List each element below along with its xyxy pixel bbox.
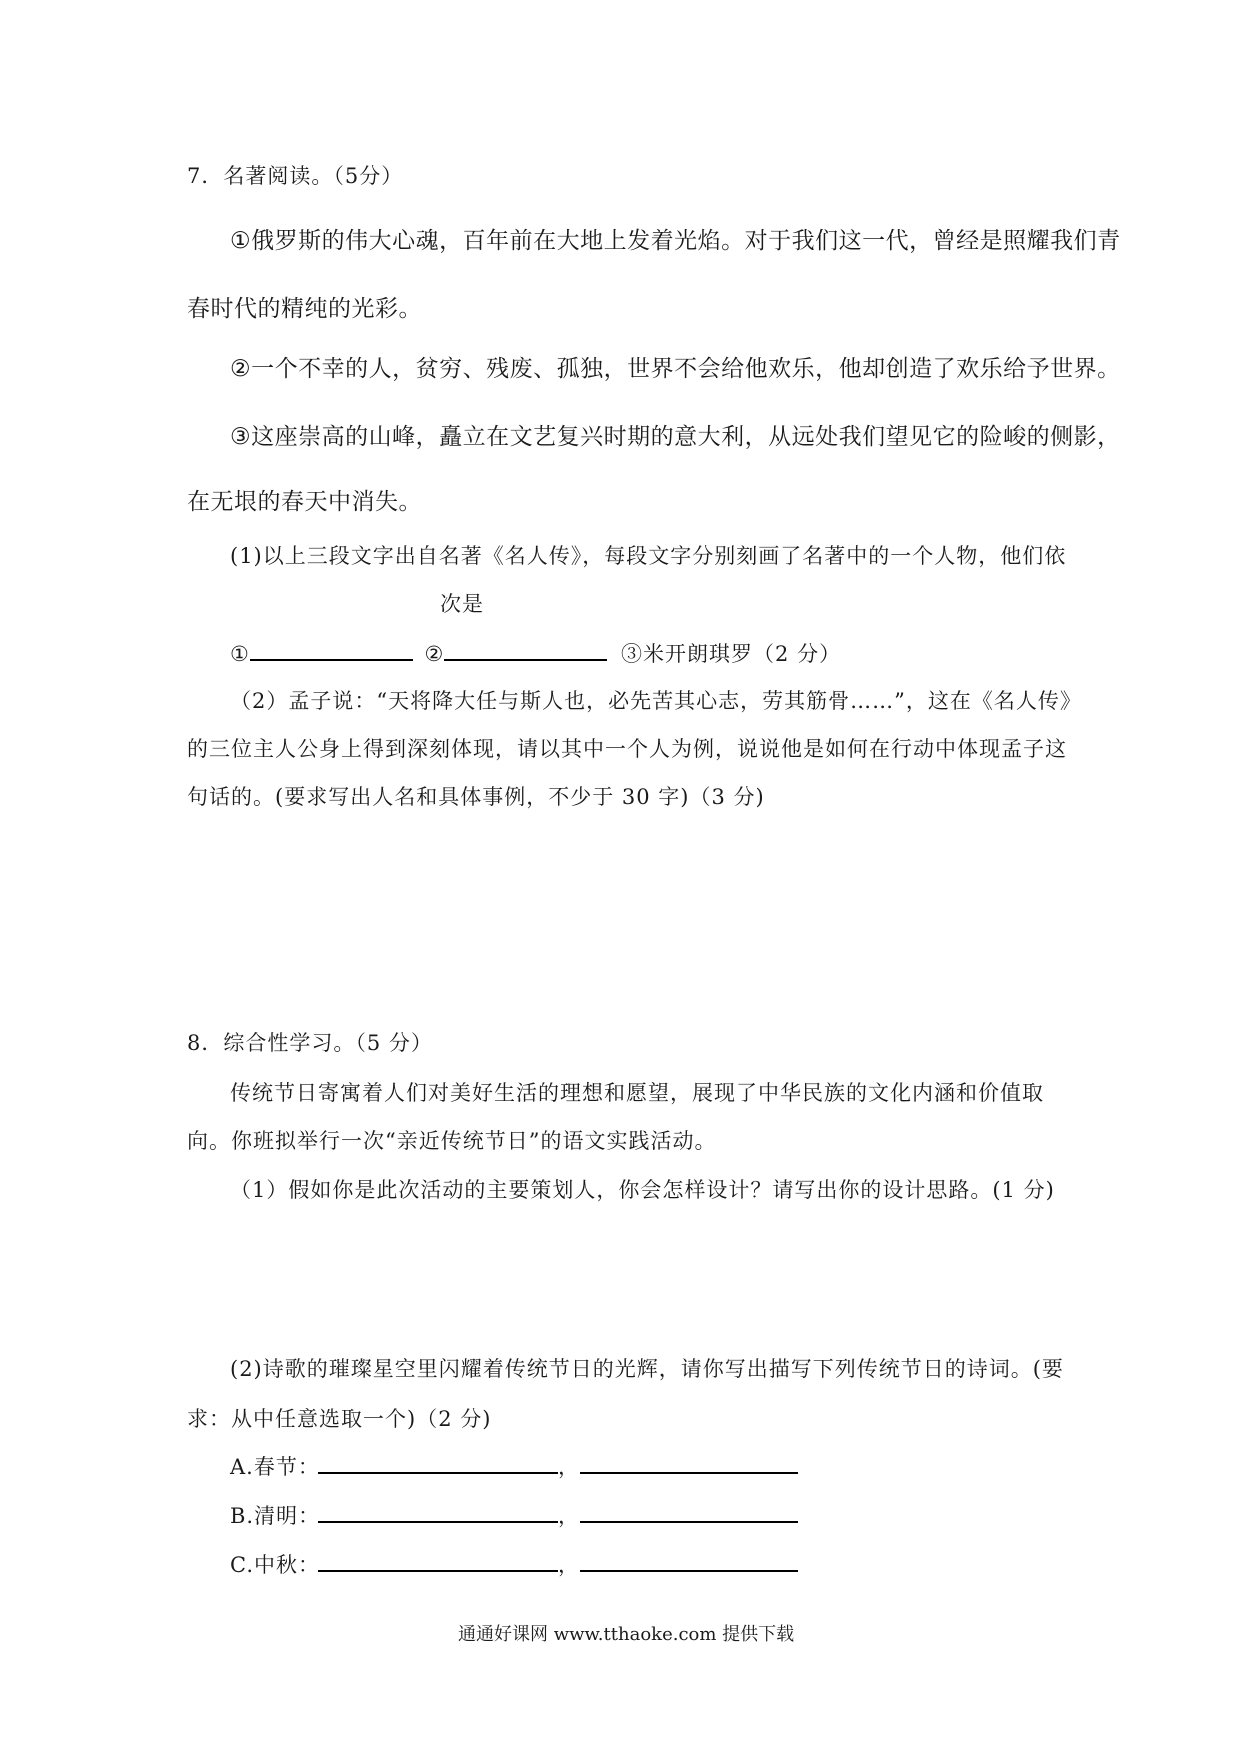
option-b-blank-2[interactable] [580,1503,798,1523]
q7-para2: ②一个不幸的人，贫穷、残废、孤独，世界不会给他欢乐，他却创造了欢乐给予世界。 [230,356,1121,382]
option-c-blank-1[interactable] [318,1552,558,1572]
q8-intro-line1: 传统节日寄寓着人们对美好生活的理想和愿望，展现了中华民族的文化内涵和价值取 [230,1081,1044,1105]
answer-blank-1[interactable] [250,641,413,661]
option-a-blank-1[interactable] [318,1454,558,1474]
q8-sub2-line2: 求：从中任意选取一个)（2 分) [187,1407,492,1431]
option-c-blank-2[interactable] [580,1552,798,1572]
q7-para1-line1: ①俄罗斯的伟大心魂，百年前在大地上发着光焰。对于我们这一代，曾经是照耀我们青 [230,228,1121,254]
q7-sub2-line3: 句话的。(要求写出人名和具体事例，不少于 30 字)（3 分) [187,785,765,809]
q7-sub1-line2: 次是 [440,592,484,616]
option-a-blank-2[interactable] [580,1454,798,1474]
option-b [230,1500,798,1530]
q7-sub2-line2: 的三位主人公身上得到深刻体现，请以其中一个人为例，说说他是如何在行动中体现孟子这 [187,737,1067,761]
q8-sub1-answer-area[interactable] [187,1212,1057,1332]
q8-intro-line2: 向。你班拟举行一次“亲近传统节日”的语文实践活动。 [187,1129,717,1153]
q7-sub1-line1: (1)以上三段文字出自名著《名人传》，每段文字分别刻画了名著中的一个人物，他们依 [230,544,1067,568]
option-a-label: A.春节： [230,1455,320,1479]
page-footer: 通通好课网 www.tthaoke.com 提供下载 [458,1624,795,1645]
answer-label-1: ① [230,642,250,666]
q8-sub2-line1: (2)诗歌的璀璨星空里闪耀着传统节日的光辉，请你写出描写下列传统节日的诗词。(要 [230,1357,1064,1381]
answer-label-2: ② [424,642,445,666]
option-c-label: C.中秋： [230,1553,320,1577]
option-b-blank-1[interactable] [318,1503,558,1523]
comma: ， [558,1455,580,1479]
q7-sub2-line1: （2）孟子说：“天将降大任与斯人也，必先苦其心志，劳其筋骨……”，这在《名人传》 [230,689,1082,713]
comma: ， [558,1504,580,1528]
q7-title: 7．名著阅读。（5分） [187,164,404,188]
comma: ， [558,1553,580,1577]
option-c [230,1549,798,1579]
q7-answer-area[interactable] [187,820,1057,990]
q8-sub1: （1）假如你是此次活动的主要策划人，你会怎样设计？请写出你的设计思路。(1 分) [230,1178,1055,1202]
option-a [230,1451,798,1481]
q7-para1-line2: 春时代的精纯的光彩。 [187,296,422,322]
answer-blank-2[interactable] [444,641,607,661]
q8-title: 8．综合性学习。（5 分） [187,1031,433,1055]
option-b-label: B.清明： [230,1504,321,1528]
q7-para3-line2: 在无垠的春天中消失。 [187,489,422,515]
answer-given-3: ③米开朗琪罗（2 分） [621,642,842,666]
q7-para3-line1: ③这座崇高的山峰，矗立在文艺复兴时期的意大利，从远处我们望见它的险峻的侧影， [230,424,1121,450]
q7-sub1-answers [230,638,841,668]
